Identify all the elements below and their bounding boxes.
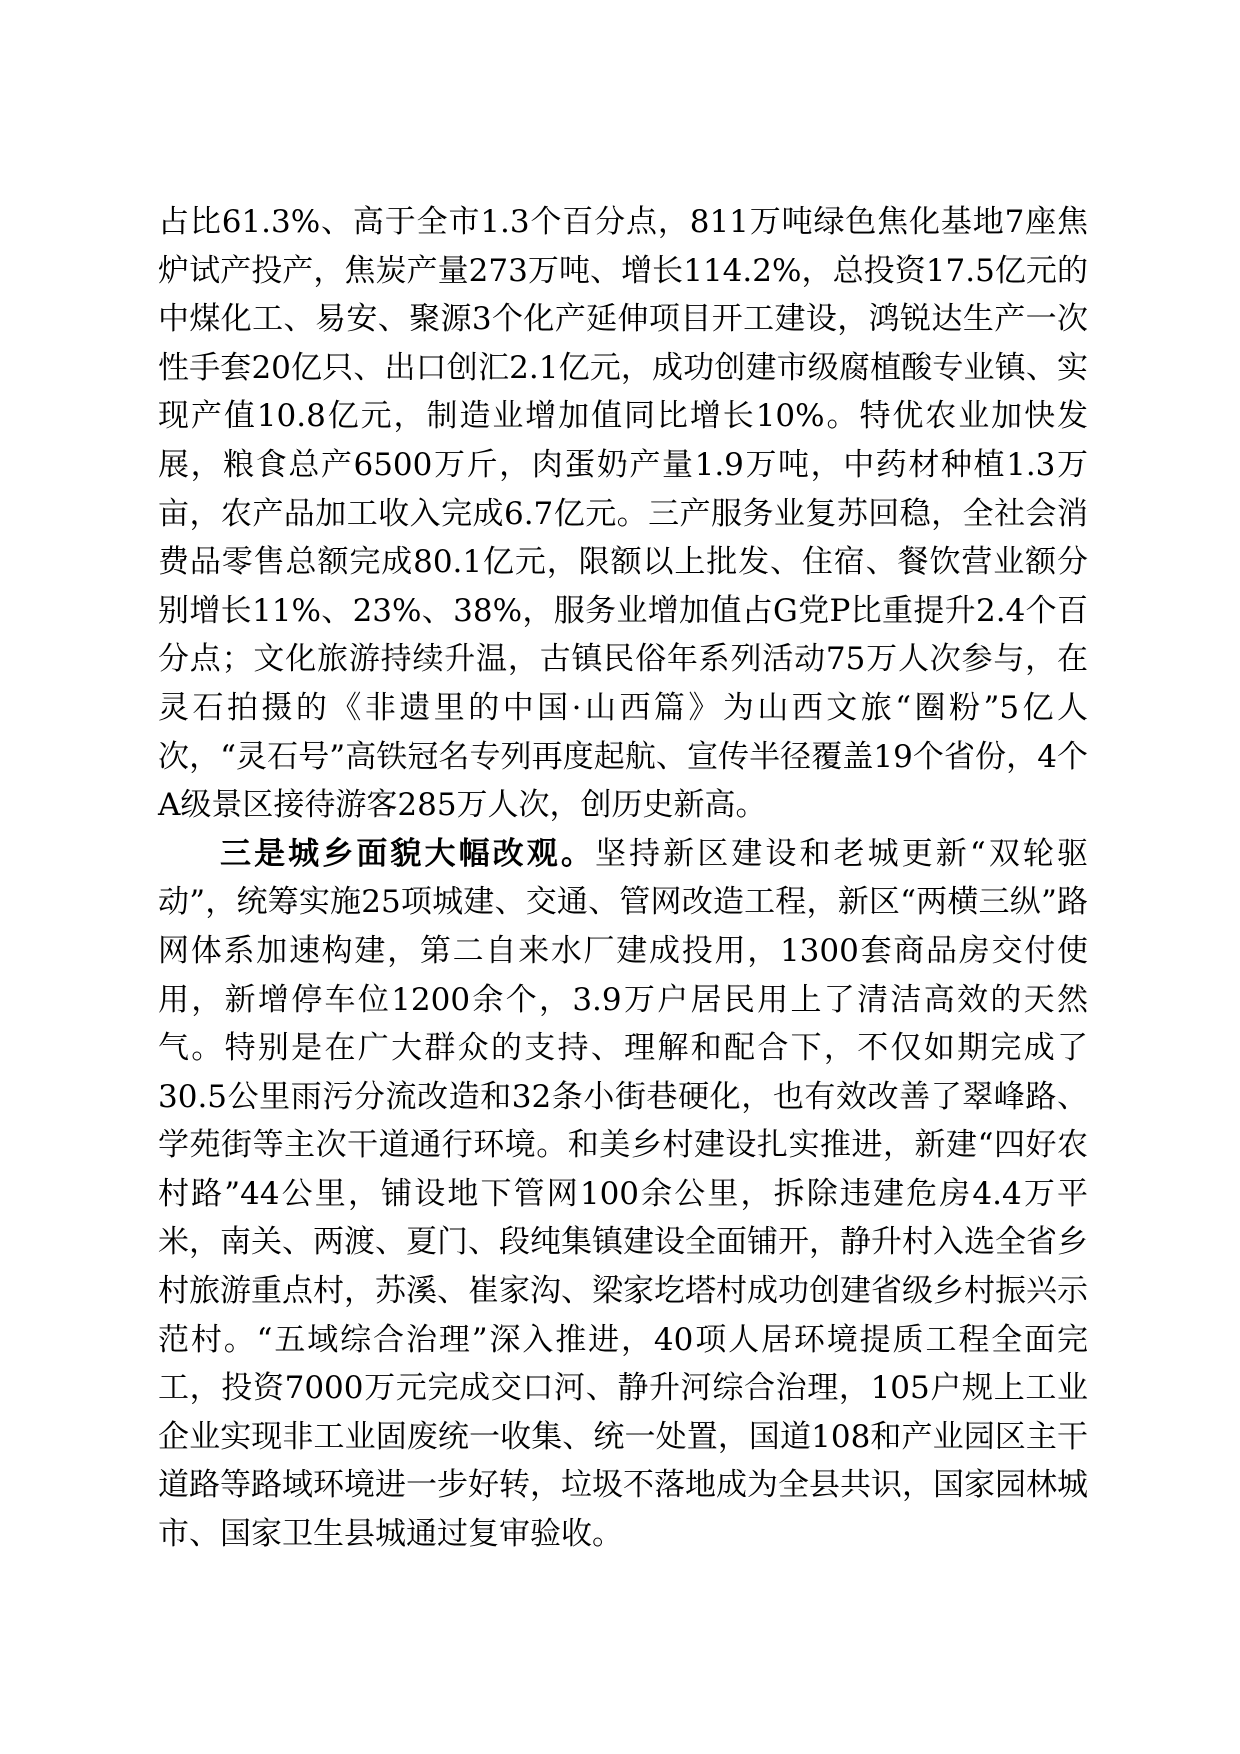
paragraph-urban-rural (158, 830, 1088, 1559)
paragraph-continued (158, 198, 1088, 830)
paragraph-lead-heading: 三是城乡面貌大幅改观。 (220, 835, 595, 872)
paragraph-text: 占比61.3%、高于全市1.3个百分点，811万吨绿色焦化基地7座焦炉试产投产，焦炭产量273万吨、增长114.2%，总投资17.5亿元的中煤化工、易安、聚源3个化产延伸项目开工建设，鸿锐达生产一次性手套20亿只、出口创汇2.1亿元，成功创建市级腐植酸专业镇、实现产值10.8亿元，制造业增加值同比增长10%。特优农业加快发展，粮食总产6500万斤，肉蛋奶产量1.9万吨，中药材种植1.3万亩，农产品加工收入完成6.7亿元。三产服务业复苏回稳，全社会消费品零售总额完成80.1亿元，限额以上批发、住宿、餐饮营业额分别增长11%、23%、38%，服务业增加值占G党P比重提升2.4个百分点；文化旅游持续升温，古镇民俗年系列活动75万人次参与，在灵石拍摄的《非遗里的中国·山西篇》为山西文旅“圈粉”5亿人次，“灵石号”高铁冠名专列再度起航、宣传半径覆盖19个省份，4个A级景区接待游客285万人次，创历史新高。 (158, 204, 1088, 824)
document-page (158, 198, 1088, 1559)
paragraph-text: 坚持新区建设和老城更新“双轮驱动”，统筹实施25项城建、交通、管网改造工程，新区“两横三纵”路网体系加速构建，第二自来水厂建成投用，1300套商品房交付使用，新增停车位1200余个，3.9万户居民用上了清洁高效的天然气。特别是在广大群众的支持、理解和配合下，不仅如期完成了30.5公里雨污分流改造和32条小街巷硬化，也有效改善了翠峰路、学苑街等主次干道通行环境。和美乡村建设扎实推进，新建“四好农村路”44公里，铺设地下管网100余公里，拆除违建危房4.4万平米，南关、两渡、夏门、段纯集镇建设全面铺开，静升村入选全省乡村旅游重点村，苏溪、崔家沟、梁家圪塔村成功创建省级乡村振兴示范村。“五域综合治理”深入推进，40项人居环境提质工程全面完工，投资7000万元完成交口河、静升河综合治理，105户规上工业企业实现非工业固废统一收集、统一处置，国道108和产业园区主干道路等路域环境进一步好转，垃圾不落地成为全县共识，国家园林城市、国家卫生县城通过复审验收。 (158, 835, 1088, 1553)
